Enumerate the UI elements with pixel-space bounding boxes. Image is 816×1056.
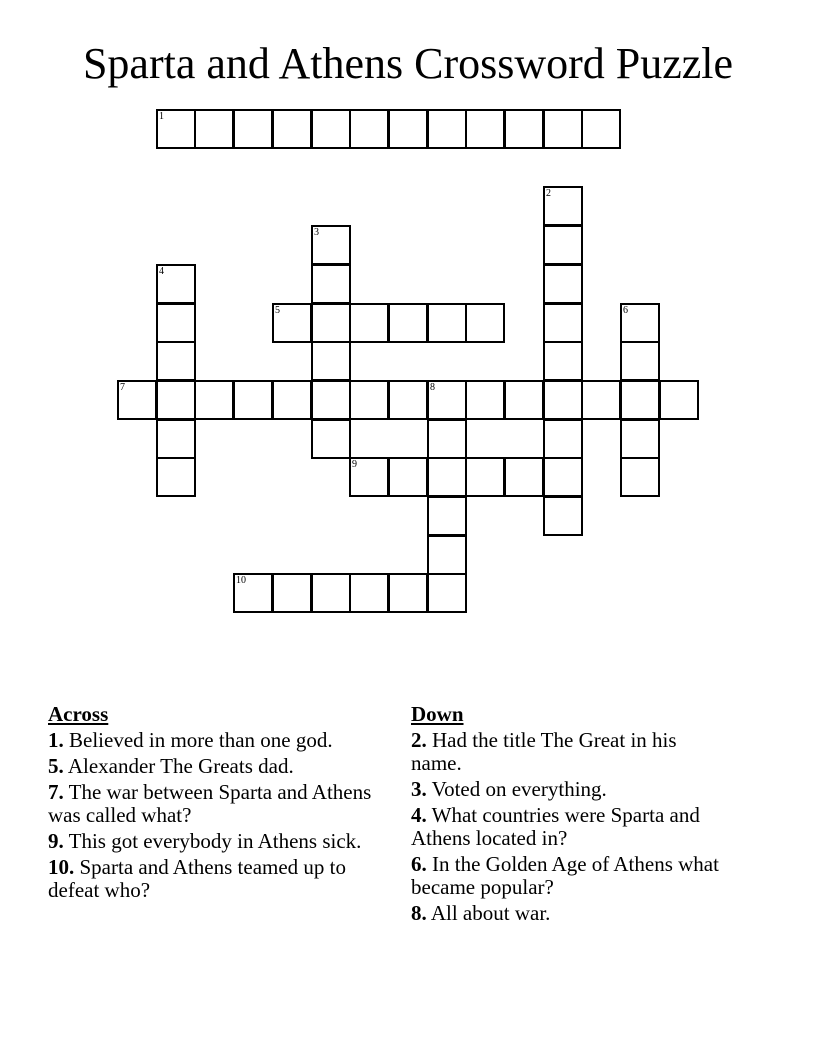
clue-text: Voted on everything.: [431, 777, 607, 801]
grid-cell[interactable]: [620, 380, 660, 420]
clue-down-8: [411, 902, 731, 925]
clue-text: All about war.: [430, 901, 551, 925]
grid-cell[interactable]: [156, 341, 196, 381]
clue-text: Alexander The Greats dad.: [67, 754, 294, 778]
grid-cell[interactable]: [349, 303, 389, 343]
clue-number: 7.: [48, 780, 64, 804]
grid-cell[interactable]: [427, 535, 467, 575]
clue-number: 3.: [411, 777, 427, 801]
grid-cell[interactable]: [388, 303, 428, 343]
cell-number: 3: [314, 227, 319, 238]
across-heading: Across: [48, 702, 109, 726]
cell-number: 6: [623, 305, 628, 316]
grid-cell[interactable]: [156, 264, 196, 304]
grid-cell[interactable]: [233, 380, 273, 420]
grid-cell[interactable]: [156, 303, 196, 343]
grid-cell[interactable]: [620, 419, 660, 459]
grid-cell[interactable]: [156, 457, 196, 497]
grid-cell[interactable]: [388, 109, 428, 149]
grid-cell[interactable]: [543, 225, 583, 265]
clue-number: 4.: [411, 803, 427, 827]
grid-cell[interactable]: [427, 380, 467, 420]
grid-cell[interactable]: [504, 380, 544, 420]
clue-text: Sparta and Athens teamed up to defeat who?: [48, 855, 347, 902]
clue-number: 9.: [48, 829, 64, 853]
grid-cell[interactable]: [311, 303, 351, 343]
grid-cell[interactable]: [465, 457, 505, 497]
cell-number: 1: [159, 111, 164, 122]
grid-cell[interactable]: [427, 303, 467, 343]
grid-cell[interactable]: [311, 225, 351, 265]
grid-cell[interactable]: [349, 109, 389, 149]
grid-cell[interactable]: [194, 380, 234, 420]
grid-cell[interactable]: [311, 573, 351, 613]
grid-cell[interactable]: [233, 573, 273, 613]
grid-cell[interactable]: [272, 109, 312, 149]
grid-cell[interactable]: [427, 109, 467, 149]
grid-cell[interactable]: [543, 264, 583, 304]
grid-cell[interactable]: [311, 341, 351, 381]
grid-cell[interactable]: [543, 186, 583, 226]
clue-down-4: [411, 804, 731, 850]
down-clues: [411, 703, 731, 928]
grid-cell[interactable]: [388, 573, 428, 613]
grid-cell[interactable]: [581, 109, 621, 149]
clue-down-3: [411, 778, 731, 801]
clue-across-10: [48, 856, 388, 902]
grid-cell[interactable]: [156, 109, 196, 149]
grid-cell[interactable]: [427, 573, 467, 613]
clue-text: Believed in more than one god.: [69, 728, 333, 752]
clue-number: 2.: [411, 728, 427, 752]
grid-cell[interactable]: [427, 419, 467, 459]
grid-cell[interactable]: [156, 380, 196, 420]
cell-number: 9: [352, 459, 357, 470]
grid-cell[interactable]: [349, 573, 389, 613]
grid-cell[interactable]: [504, 109, 544, 149]
grid-cell[interactable]: [311, 380, 351, 420]
grid-cell[interactable]: [427, 496, 467, 536]
clue-across-5: [48, 755, 388, 778]
clue-down-6: [411, 853, 731, 899]
clue-number: 10.: [48, 855, 75, 879]
grid-cell[interactable]: [543, 496, 583, 536]
cell-number: 5: [275, 305, 280, 316]
clue-text: In the Golden Age of Athens what became popular?: [411, 852, 719, 899]
clue-down-2: [411, 729, 731, 775]
grid-cell[interactable]: [349, 457, 389, 497]
grid-cell[interactable]: [388, 380, 428, 420]
grid-cell[interactable]: [272, 573, 312, 613]
grid-cell[interactable]: [194, 109, 234, 149]
grid-cell[interactable]: [581, 380, 621, 420]
grid-cell[interactable]: [311, 264, 351, 304]
grid-cell[interactable]: [543, 380, 583, 420]
grid-cell[interactable]: [311, 419, 351, 459]
grid-cell[interactable]: [620, 341, 660, 381]
across-clues: [48, 703, 388, 905]
grid-cell[interactable]: [233, 109, 273, 149]
grid-cell[interactable]: [272, 380, 312, 420]
clue-across-1: [48, 729, 388, 752]
cell-number: 2: [546, 188, 551, 199]
clue-across-9: [48, 830, 388, 853]
cell-number: 10: [236, 575, 246, 586]
grid-cell[interactable]: [349, 380, 389, 420]
grid-cell[interactable]: [465, 303, 505, 343]
grid-cell[interactable]: [117, 380, 157, 420]
clue-text: Had the title The Great in his name.: [411, 728, 677, 775]
cell-number: 7: [120, 382, 125, 393]
clue-number: 5.: [48, 754, 64, 778]
page-title: Sparta and Athens Crossword Puzzle: [82, 39, 734, 88]
grid-cell[interactable]: [543, 341, 583, 381]
grid-cell[interactable]: [659, 380, 699, 420]
grid-cell[interactable]: [504, 457, 544, 497]
grid-cell[interactable]: [543, 303, 583, 343]
grid-cell[interactable]: [543, 457, 583, 497]
cell-number: 8: [430, 382, 435, 393]
grid-cell[interactable]: [543, 109, 583, 149]
clue-text: What countries were Sparta and Athens located in?: [411, 803, 700, 850]
grid-cell[interactable]: [427, 457, 467, 497]
clue-number: 8.: [411, 901, 427, 925]
grid-cell[interactable]: [620, 303, 660, 343]
grid-cell[interactable]: [543, 419, 583, 459]
cell-number: 4: [159, 266, 164, 277]
grid-cell[interactable]: [620, 457, 660, 497]
clue-number: 1.: [48, 728, 64, 752]
down-heading: Down: [411, 702, 464, 726]
grid-cell[interactable]: [272, 303, 312, 343]
grid-cell[interactable]: [465, 109, 505, 149]
clue-text: This got everybody in Athens sick.: [68, 829, 362, 853]
clue-number: 6.: [411, 852, 427, 876]
grid-cell[interactable]: [465, 380, 505, 420]
clue-across-7: [48, 781, 388, 827]
grid-cell[interactable]: [388, 457, 428, 497]
grid-cell[interactable]: [156, 419, 196, 459]
clue-text: The war between Sparta and Athens was called what?: [48, 780, 372, 827]
grid-cell[interactable]: [311, 109, 351, 149]
